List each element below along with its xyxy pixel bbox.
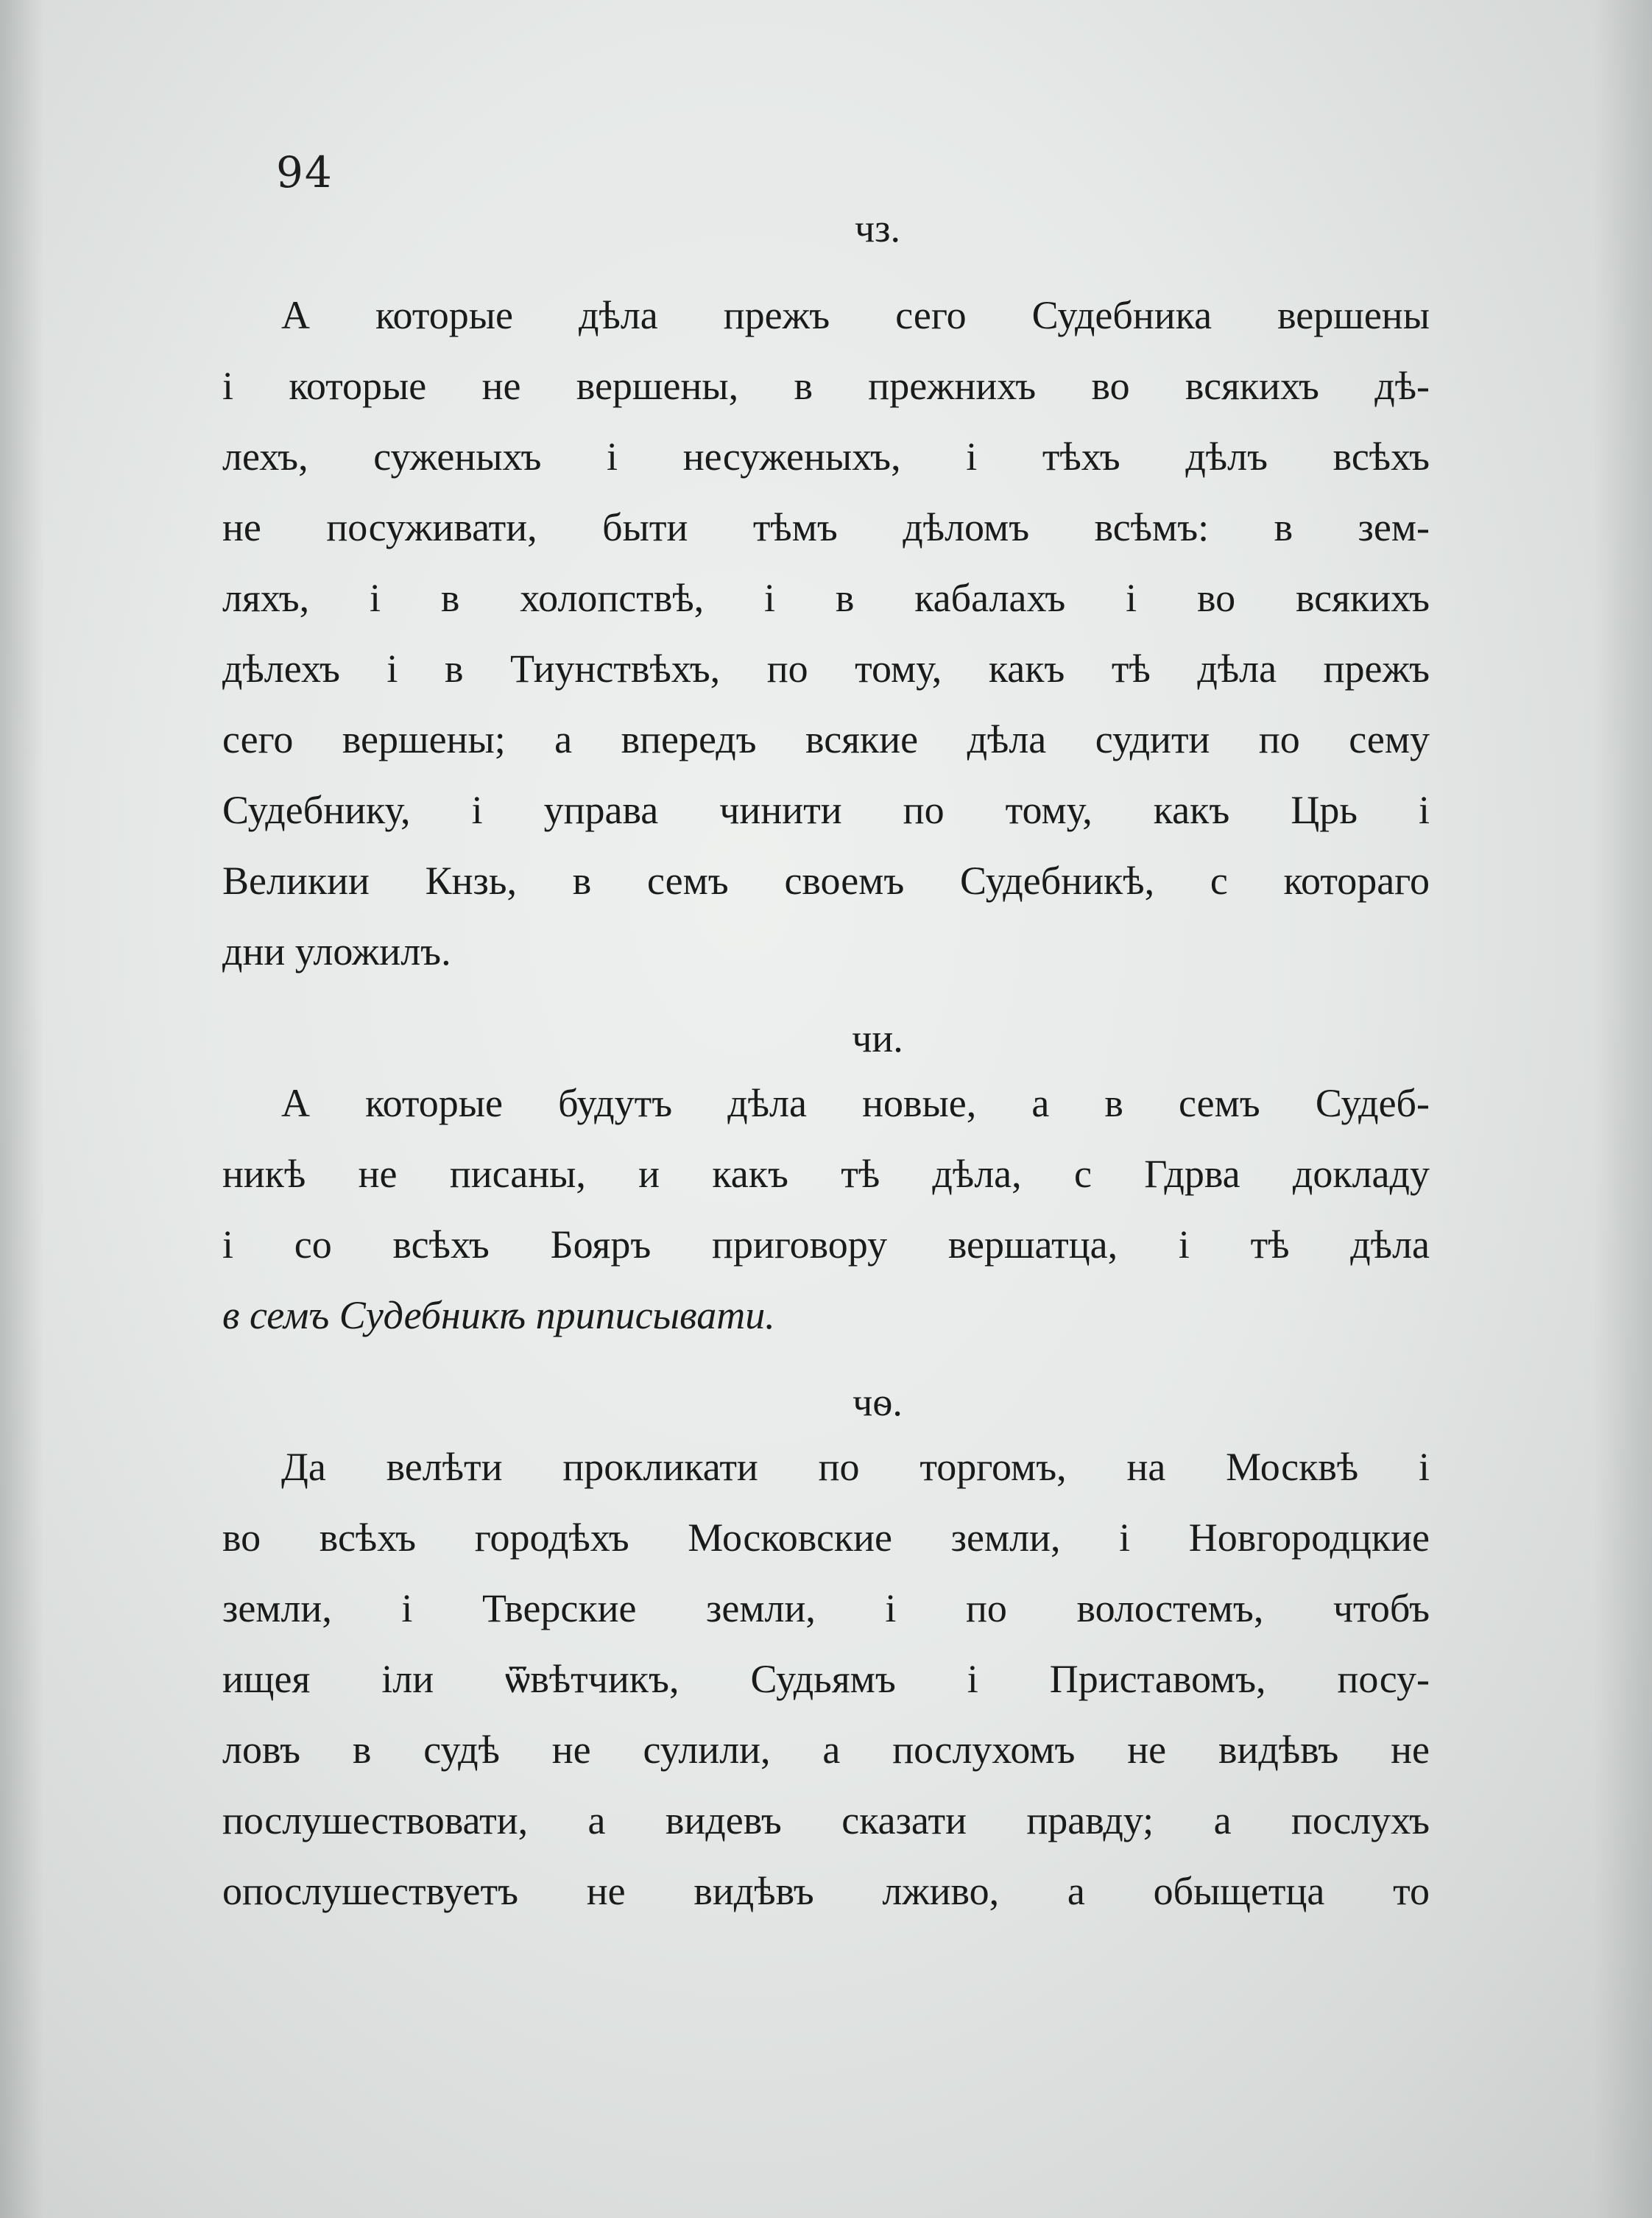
- section-number: чи.: [852, 1016, 903, 1060]
- paragraph: [222, 1432, 1430, 1926]
- text-line: лехъ, суженыхъ і несуженыхъ, і тѣхъ дѣлъ всѣхъ: [222, 434, 1430, 479]
- page-edge-shadow-right: [1593, 0, 1652, 2218]
- paragraph: [222, 1068, 1430, 1351]
- text-line: во всѣхъ городѣхъ Московские земли, і Новгородцкие: [222, 1515, 1430, 1560]
- text-line: не посуживати, быти тѣмъ дѣломъ всѣмъ: в зем-: [222, 505, 1430, 549]
- section-number: чѳ.: [853, 1380, 903, 1424]
- text-line: никѣ не писаны, и какъ тѣ дѣла, с Гдрва докладу: [222, 1152, 1430, 1196]
- text-line: в семъ Судебникѣ приписывати.: [222, 1293, 775, 1337]
- paragraph: [222, 280, 1430, 987]
- text-line: Да велѣти прокликати по торгомъ, на Москвѣ і: [281, 1445, 1430, 1489]
- text-line: ловъ в судѣ не сулили, а послухомъ не видѣвъ не: [222, 1728, 1430, 1772]
- text-line: А которые дѣла прежъ сего Судебника вершены: [281, 293, 1430, 337]
- text-line: дни уложилъ.: [222, 929, 451, 974]
- text-block: [222, 199, 1430, 1948]
- text-line: А которые будутъ дѣла новые, а в семъ Судеб-: [281, 1081, 1430, 1125]
- text-line: і которые не вершены, в прежнихъ во всякихъ дѣ-: [222, 364, 1430, 408]
- page-edge-shadow-left: [0, 0, 44, 2218]
- text-line: Судебнику, і управа чинити по тому, какъ Црь і: [222, 788, 1430, 832]
- text-line: послушествовати, а видевъ сказати правду; а послухъ: [222, 1798, 1430, 1842]
- text-line: опослушествуетъ не видѣвъ лживо, а обыщетца то: [222, 1869, 1430, 1913]
- text-line: земли, і Тверские земли, і по волостемъ, чтобъ: [222, 1586, 1430, 1630]
- text-line: ищея іли ѿвѣтчикъ, Судьямъ і Приставомъ, посу-: [222, 1657, 1430, 1701]
- page-number: 94: [276, 147, 333, 197]
- text-line: і со всѣхъ Бояръ приговору вершатца, і тѣ дѣла: [222, 1222, 1430, 1267]
- section-number: чз.: [855, 206, 900, 250]
- text-line: Великии Кнзь, в семъ своемъ Судебникѣ, с котораго: [222, 859, 1430, 903]
- text-line: дѣлехъ і в Тиунствѣхъ, по тому, какъ тѣ дѣла прежъ: [222, 647, 1430, 691]
- text-line: сего вершены; а впередъ всякие дѣла судити по сему: [222, 717, 1430, 761]
- text-line: ляхъ, і в холопствѣ, і в кабалахъ і во всякихъ: [222, 576, 1430, 620]
